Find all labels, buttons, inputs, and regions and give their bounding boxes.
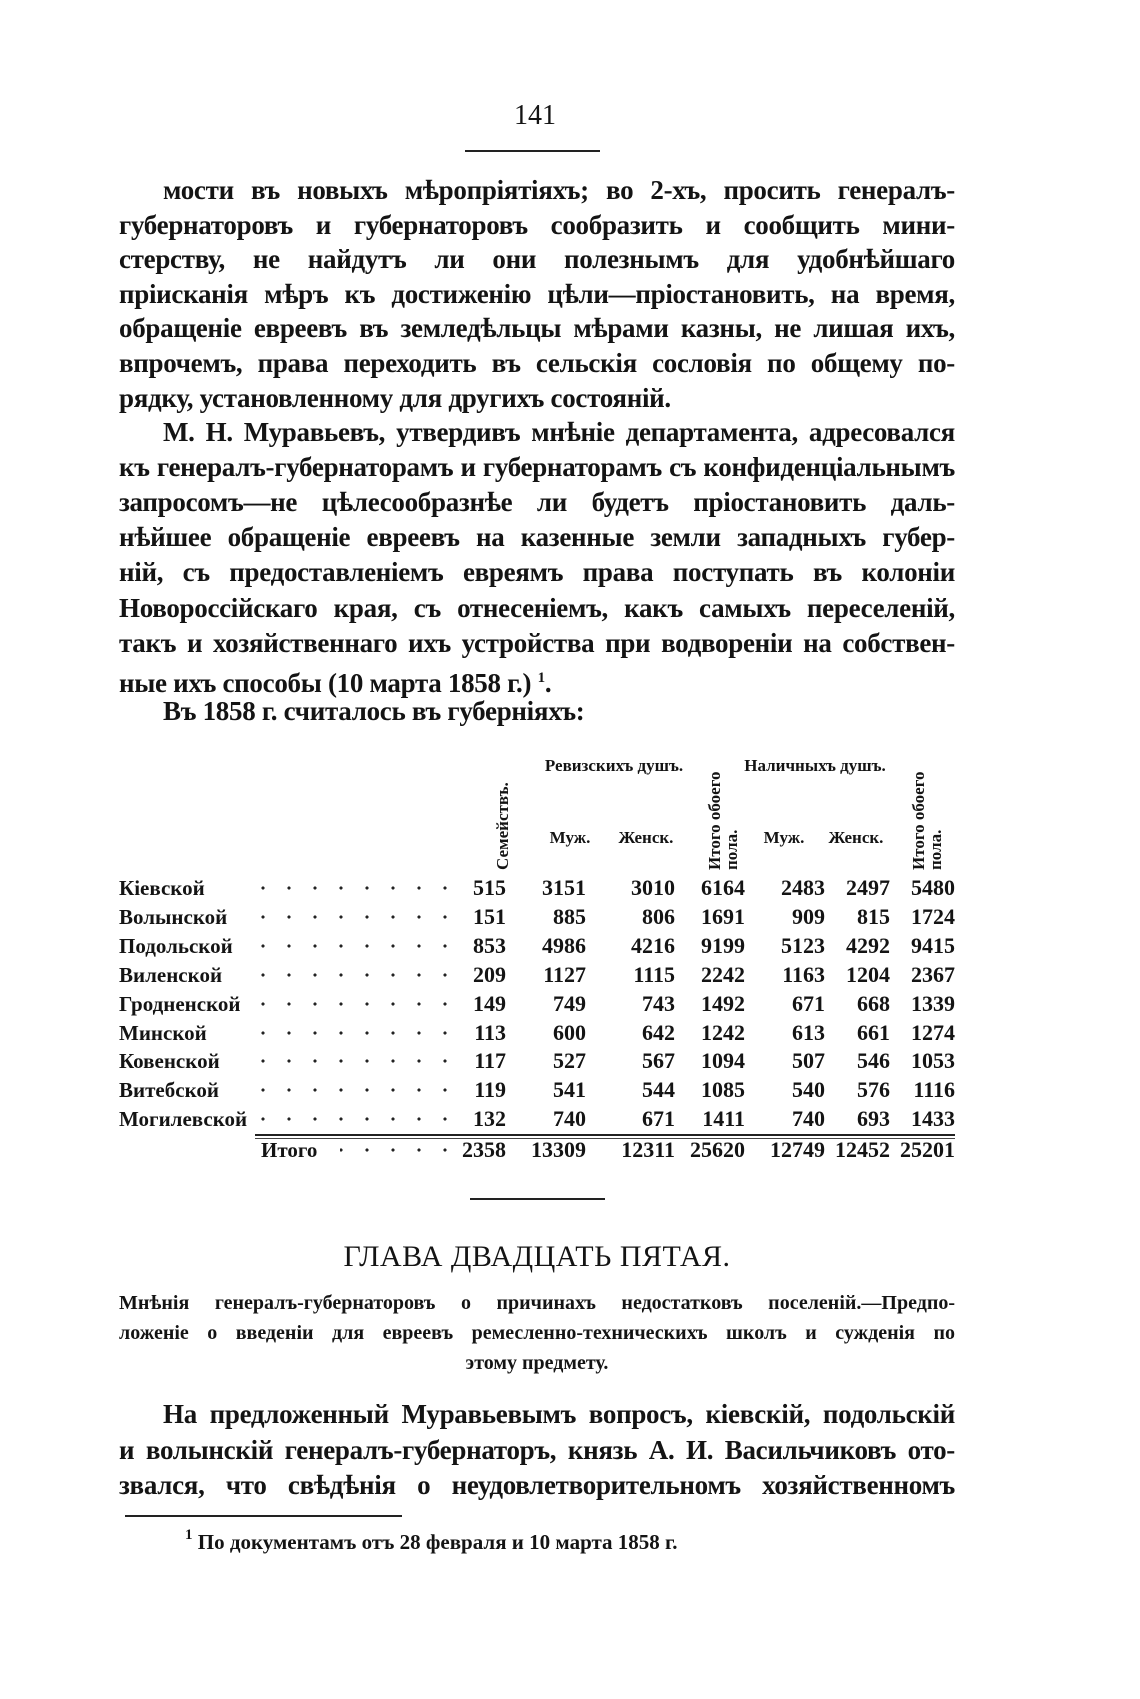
table-cell: 576 [857,1077,890,1103]
table-cell: 4216 [631,932,675,958]
table-cell: 1492 [701,990,745,1016]
table-cell: 132 [473,1106,506,1132]
text-line-content: ные ихъ способы (10 марта 1858 г.) [119,667,532,698]
text-line-content: губернаторовъ и губернаторовъ сообразить и сообщить мини- [119,209,955,240]
text-line-content: На предложенный Муравьевымъ вопросъ, кіевскій, подольскій [163,1399,955,1429]
province-name: Гродненской [119,991,241,1016]
page-number-rule [465,150,600,152]
summary-line: Мнѣнія генералъ-губернаторовъ о причинахъ недостатковъ поселеній.—Предпо- [119,1292,955,1314]
text-line-content: ній, съ предоставленіемъ евреямъ права поступать въ колоніи [119,557,955,588]
table-cell: 12452 [835,1137,890,1162]
footnote-text: По документамъ отъ 28 февраля и 10 марта 1858 г. [197,1530,678,1554]
table-cell: 885 [553,903,586,929]
table-cell: 693 [857,1106,890,1132]
table-cell: 1724 [911,903,955,929]
table-cell: 540 [792,1077,825,1103]
table-cell: 507 [792,1048,825,1074]
table-cell: 9199 [701,932,745,958]
text-line [119,450,955,484]
text-line [119,346,955,380]
table-cell: 815 [857,903,890,929]
table-cell: 2367 [911,961,955,987]
page-number: 141 [514,100,556,131]
table-intro: Въ 1858 г. считалось въ губерніяхъ: [163,696,585,726]
text-line [119,626,955,660]
text-line [119,1433,955,1467]
table-cell: 117 [474,1048,506,1074]
province-name: Подольской [119,933,233,958]
text-line [119,485,955,519]
table-cell: 119 [474,1077,506,1103]
total-rule-thin [255,1138,955,1139]
table-cell: 1115 [633,961,675,987]
table-cell: 209 [473,961,506,987]
table-cell: 1116 [913,1077,955,1103]
footnote-reference: 1 [537,669,545,686]
table-cell: 1411 [702,1106,745,1132]
header-total-text: Итого обоего [705,771,724,870]
table-cell: 4986 [542,932,586,958]
province-name: Витебской [119,1078,219,1103]
table-cell: 3151 [542,875,586,900]
text-line-content: М. Н. Муравьевъ, утвердивъ мнѣніе департамента, адресовался [163,417,955,447]
table-cell: 3010 [631,875,675,900]
province-name: Минской [119,1020,207,1045]
header-present-souls: Наличныхъ душъ. [744,756,886,775]
table-cell: 806 [642,903,675,929]
text-line-content: прiисканія мѣръ къ достиженію цѣли—пріостановить, на время, [119,278,955,309]
text-line-content: звался, что свѣдѣнія о неудовлетворительномъ хозяйственномъ [119,1470,955,1500]
province-name: Кіевской [119,876,205,900]
text-line [163,1397,955,1431]
table-cell: 13309 [531,1137,586,1162]
summary-line: ложеніе о введеніи для евреевъ ремесленно-техническихъ школъ и сужденія по [119,1322,955,1344]
table-cell: 113 [474,1019,506,1045]
table-cell: 2483 [781,875,825,900]
table-cell: 515 [473,875,506,900]
table-cell: 1127 [543,961,586,987]
header-present-male: Муж. [763,828,805,847]
chapter-divider [470,1198,605,1200]
text-line-content: запросомъ—не цѣлесообразнѣе ли будетъ пріостановить даль- [119,487,955,518]
text-line [119,311,955,345]
table-cell: 567 [642,1048,675,1074]
total-label: Итого [261,1138,318,1162]
table-cell: 1274 [911,1019,955,1045]
table-cell: 671 [642,1106,675,1132]
header-revision-souls: Ревизскихъ душъ. [544,756,684,775]
text-line [119,242,955,276]
table-cell: 1204 [846,961,890,987]
table-cell: 600 [553,1019,586,1045]
text-line-content: такъ и хозяйственнаго ихъ устройства при водвореніи на собствен- [119,627,955,658]
text-line-content: къ генералъ-губернаторамъ и губернаторамъ съ конфиденціальнымъ [119,452,955,483]
text-line [119,591,955,625]
header-present-female: Женск. [828,828,884,847]
table-cell: 613 [792,1019,825,1045]
table-cell: 1691 [701,903,745,929]
table-cell: 2242 [701,961,745,987]
table-cell: 749 [553,990,586,1016]
header-revision-female: Женск. [618,828,674,847]
table-cell: 1433 [911,1106,955,1132]
text-line-content: нѣйшее обращеніе евреевъ на казенные земли западныхъ губер- [119,522,955,553]
header-total-suffix: пола. [722,829,741,870]
text-line-content: впрочемъ, права переходить въ сельскія сословія по общему по- [119,348,955,378]
table-cell: 1094 [701,1048,745,1074]
table-cell: 12311 [621,1137,675,1162]
text-line [119,1468,955,1502]
table-cell: 668 [857,990,890,1016]
table-cell: 909 [792,903,825,929]
footnote-rule [125,1515,402,1517]
table-cell: 546 [857,1048,890,1074]
text-line [119,520,955,554]
table-cell: 1339 [911,990,955,1016]
table-cell: 9415 [911,932,955,958]
table-cell: 743 [642,990,675,1016]
province-name: Ковенской [119,1049,220,1074]
table-cell: 1163 [782,961,825,987]
header-present-total [910,733,944,870]
table-cell: 661 [857,1019,890,1045]
province-name: Волынской [119,904,228,929]
table-cell: 25620 [690,1137,745,1162]
table-cell: 5123 [781,932,825,958]
table-cell: 740 [792,1106,825,1132]
table-cell: 642 [642,1019,675,1045]
chapter-title: ГЛАВА ДВАДЦАТЬ ПЯТАЯ. [343,1240,731,1273]
header-total-text: Итого обоего [909,771,928,870]
table-cell: 151 [473,903,506,929]
footnote [185,1527,677,1555]
summary-line: этому предмету. [465,1352,609,1374]
text-line-content: мости въ новыхъ мѣропріятіяхъ; во 2-хъ, просить генералъ- [163,175,955,205]
text-line [163,415,955,449]
table-cell: 2497 [846,875,890,900]
header-revision-male: Муж. [549,828,591,847]
table-cell: 149 [473,990,506,1016]
text-line-content: рядку, установленному для другихъ состояній. [119,382,671,413]
footnote-marker: 1 [185,1527,193,1543]
header-revision-total [706,733,740,870]
text-line [119,208,955,242]
table-cell: 1053 [911,1048,955,1074]
header-families: Семействъ. [493,782,512,870]
table-cell: 671 [792,990,825,1016]
text-line [163,173,955,207]
table-cell: 2358 [462,1137,506,1162]
province-name: Виленской [119,962,223,987]
table-cell: 527 [553,1048,586,1074]
table-cell: 4292 [846,932,890,958]
table-cell: 5480 [911,875,955,900]
province-name: Могилевской [119,1107,248,1132]
text-line-content: и волынскій генералъ-губернаторъ, князь А. И. Васильчиковъ ото- [119,1434,955,1465]
total-rule [255,1134,955,1136]
table-cell: 1242 [701,1019,745,1045]
text-line-content: Новороссійскаго края, съ отнесеніемъ, какъ самыхъ переселеній, [119,592,955,623]
text-line: ные ихъ способы (10 марта 1858 г.) $^1$. [119,667,552,698]
text-line-content: стерству, не найдутъ ли они полезнымъ для удобнѣйшаго [119,244,955,275]
text-line [119,277,955,311]
table-cell: 6164 [701,875,745,900]
table-cell: 25201 [900,1137,955,1162]
text-line-content: обращеніе евреевъ въ земледѣльцы мѣрами казны, не лишая ихъ, [119,313,955,344]
table-cell: 740 [553,1106,586,1132]
table-cell: 541 [553,1077,586,1103]
table-cell: 544 [642,1077,675,1103]
text-line [119,555,955,589]
table-cell: 12749 [770,1137,825,1162]
text-line [119,381,955,415]
header-total-suffix: пола. [926,829,945,870]
table-cell: 853 [473,932,506,958]
table-cell: 1085 [701,1077,745,1103]
